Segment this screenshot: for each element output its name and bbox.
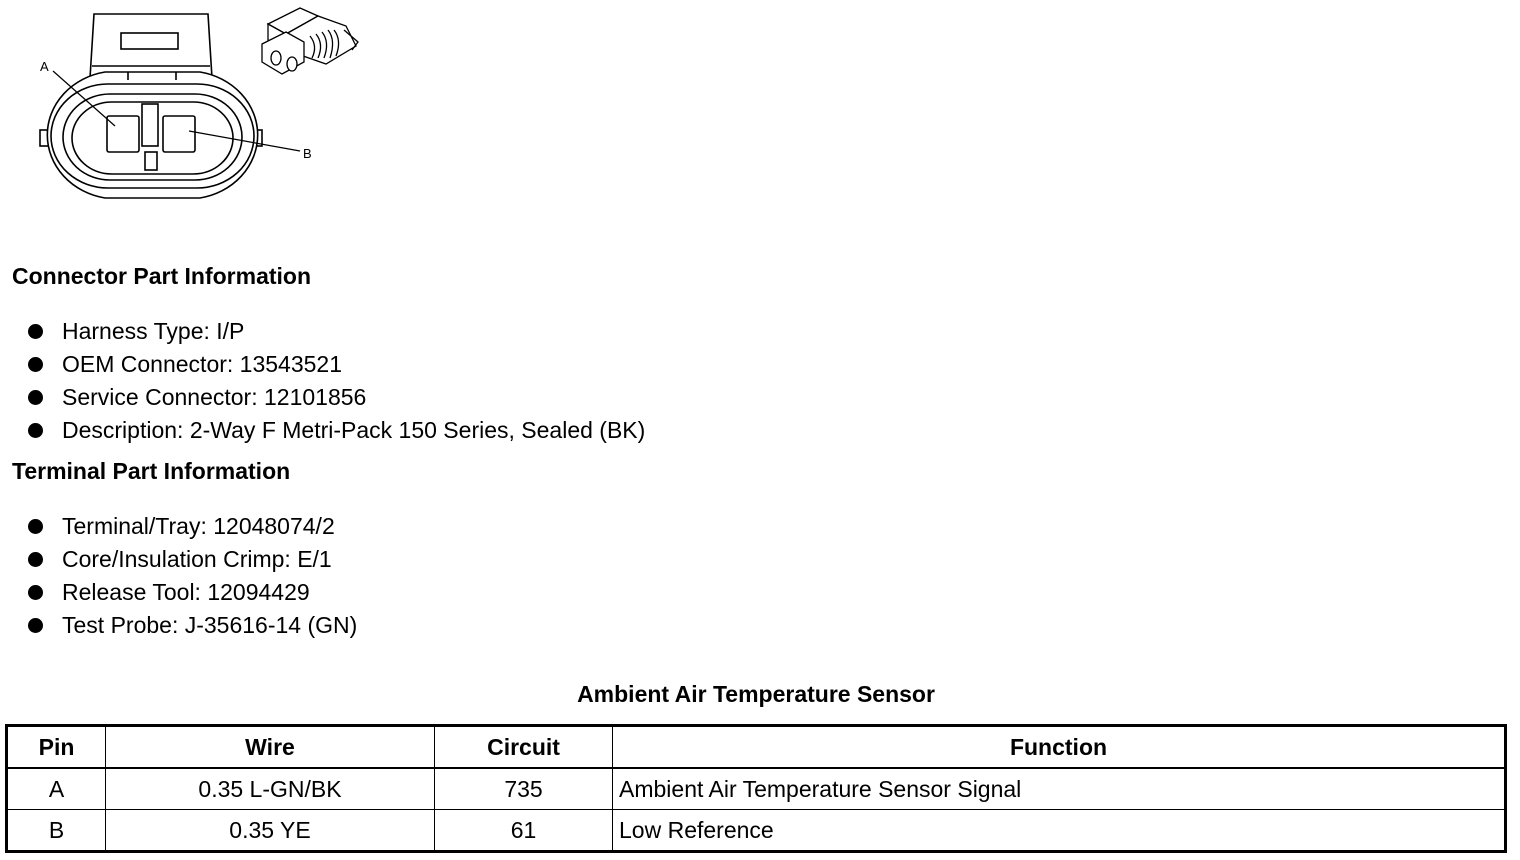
bullet-icon (28, 552, 43, 567)
list-item-text: Harness Type: I/P (62, 318, 245, 344)
connector-thumbnail (262, 8, 358, 74)
table-header-row (7, 726, 1506, 769)
list-item (28, 381, 645, 414)
list-item-text: Core/Insulation Crimp: E/1 (62, 546, 332, 572)
list-item (28, 576, 357, 609)
bullet-icon (28, 390, 43, 405)
list-item (28, 609, 357, 642)
column-header-circuit: Circuit (435, 726, 613, 769)
cell-pin: A (7, 768, 106, 810)
cell-wire: 0.35 YE (106, 810, 435, 852)
list-item (28, 315, 645, 348)
list-item-text: Terminal/Tray: 12048074/2 (62, 513, 335, 539)
pinout-table (5, 724, 1507, 853)
pin-a-callout: A (40, 59, 49, 74)
bullet-icon (28, 519, 43, 534)
list-item (28, 348, 645, 381)
table-row (7, 810, 1506, 852)
connector-info-list (28, 315, 645, 447)
list-item-text: Service Connector: 12101856 (62, 384, 367, 410)
cell-wire: 0.35 L-GN/BK (106, 768, 435, 810)
table-row (7, 768, 1506, 810)
column-header-pin: Pin (7, 726, 106, 769)
cell-circuit: 735 (435, 768, 613, 810)
bullet-icon (28, 357, 43, 372)
latch-housing (90, 14, 212, 78)
column-header-function: Function (613, 726, 1506, 769)
cell-pin: B (7, 810, 106, 852)
table-title: Ambient Air Temperature Sensor (577, 681, 935, 707)
terminal-part-information-heading: Terminal Part Information (12, 458, 291, 484)
list-item (28, 543, 357, 576)
bullet-icon (28, 423, 43, 438)
connector-diagram (0, 0, 420, 220)
column-header-wire: Wire (106, 726, 435, 769)
bullet-icon (28, 618, 43, 633)
bullet-icon (28, 585, 43, 600)
bullet-icon (28, 324, 43, 339)
list-item-text: OEM Connector: 13543521 (62, 351, 343, 377)
list-item (28, 414, 645, 447)
cell-function: Ambient Air Temperature Sensor Signal (613, 768, 1506, 810)
terminal-info-list (28, 510, 357, 642)
list-item-text: Release Tool: 12094429 (62, 579, 310, 605)
list-item-text: Test Probe: J-35616-14 (GN) (62, 612, 358, 638)
list-item-text: Description: 2-Way F Metri-Pack 150 Series, Sealed (BK) (62, 417, 646, 443)
list-item (28, 510, 357, 543)
cell-function: Low Reference (613, 810, 1506, 852)
pin-b-callout: B (303, 146, 312, 161)
cell-circuit: 61 (435, 810, 613, 852)
connector-part-information-heading: Connector Part Information (12, 263, 312, 289)
